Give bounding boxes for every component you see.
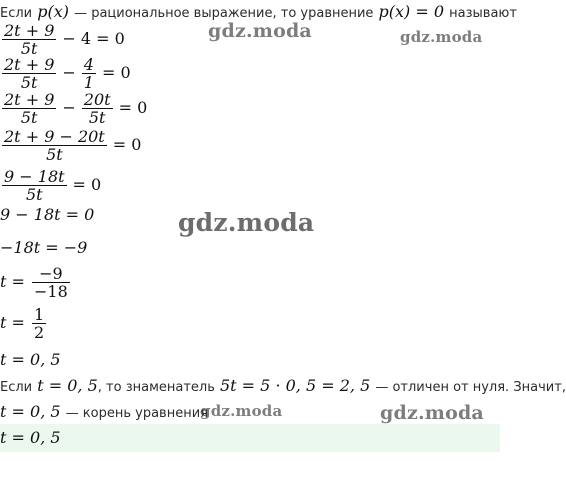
intro-mid: — рациональное выражение, то уравнение: [74, 6, 374, 21]
denominator: 5t: [20, 108, 38, 127]
numerator: 1: [34, 305, 45, 324]
step-rest: = 0: [118, 98, 148, 117]
denominator: −18: [34, 282, 68, 301]
check-line: [0, 376, 566, 395]
step-7: −18t = −9: [0, 238, 88, 257]
fraction: [2, 22, 56, 57]
denominator: 5t: [46, 145, 63, 164]
step-2: [0, 56, 135, 91]
watermark: gdz.moda: [400, 28, 483, 46]
operator: −: [62, 63, 76, 82]
watermark: gdz.moda: [380, 402, 484, 424]
watermark: gdz.moda: [200, 402, 283, 420]
step-10: t = 0, 5: [0, 350, 61, 369]
check-suffix: — отличен от нуля. Значит,: [375, 380, 566, 395]
intro-equation: p(x) = 0: [378, 2, 445, 21]
denominator: 5t: [88, 108, 106, 127]
check-prefix: Если: [0, 380, 33, 395]
intro-prefix: Если: [0, 6, 33, 21]
lhs: t =: [0, 272, 25, 291]
denominator: 5t: [20, 39, 38, 58]
denominator: 5t: [25, 185, 43, 204]
check-t: t = 0, 5: [37, 376, 98, 395]
fraction: [2, 168, 67, 203]
fraction: [2, 91, 56, 126]
intro-px: p(x): [37, 2, 69, 21]
denominator: 5t: [20, 73, 38, 92]
intro-suffix: называют: [449, 6, 517, 21]
numerator: 2t + 9: [4, 21, 55, 40]
numerator: −9: [32, 265, 70, 283]
numerator: 2t + 9: [4, 55, 55, 74]
check-expression: 5t = 5 · 0, 5 = 2, 5: [219, 376, 371, 395]
root-equation: t = 0, 5: [0, 402, 61, 421]
step-4: [0, 128, 145, 163]
fraction: [82, 91, 113, 126]
step-3: [0, 91, 151, 126]
watermark: gdz.moda: [208, 20, 312, 42]
numerator: 2t + 9 − 20t: [4, 127, 105, 146]
operator: −: [62, 98, 76, 117]
root-line: [0, 402, 208, 421]
fraction: [32, 265, 70, 300]
numerator: 20t: [83, 90, 111, 109]
step-rest: = 0: [112, 135, 142, 154]
fraction: [82, 56, 96, 91]
step-rest: = 0: [72, 175, 102, 194]
step-1: [0, 22, 129, 57]
denominator: 1: [83, 73, 94, 92]
numerator: 4: [83, 55, 94, 74]
root-text: — корень уравнения: [65, 406, 208, 421]
numerator: 2t + 9: [4, 90, 55, 109]
step-8: [0, 265, 72, 300]
denominator: 2: [34, 323, 45, 342]
fraction: [2, 56, 56, 91]
watermark: gdz.moda: [178, 208, 315, 237]
numerator: 9 − 18t: [4, 167, 65, 186]
step-rest: − 4 = 0: [62, 29, 125, 48]
step-rest: = 0: [101, 63, 131, 82]
fraction: [32, 306, 46, 341]
answer-band: [0, 424, 500, 452]
check-mid: , то знаменатель: [97, 380, 215, 395]
step-9: [0, 306, 48, 341]
answer: t = 0, 5: [0, 428, 61, 447]
fraction: [2, 128, 107, 163]
intro-line: [0, 2, 517, 21]
step-6: 9 − 18t = 0: [0, 205, 95, 224]
lhs: t =: [0, 313, 25, 332]
step-5: [0, 168, 105, 203]
